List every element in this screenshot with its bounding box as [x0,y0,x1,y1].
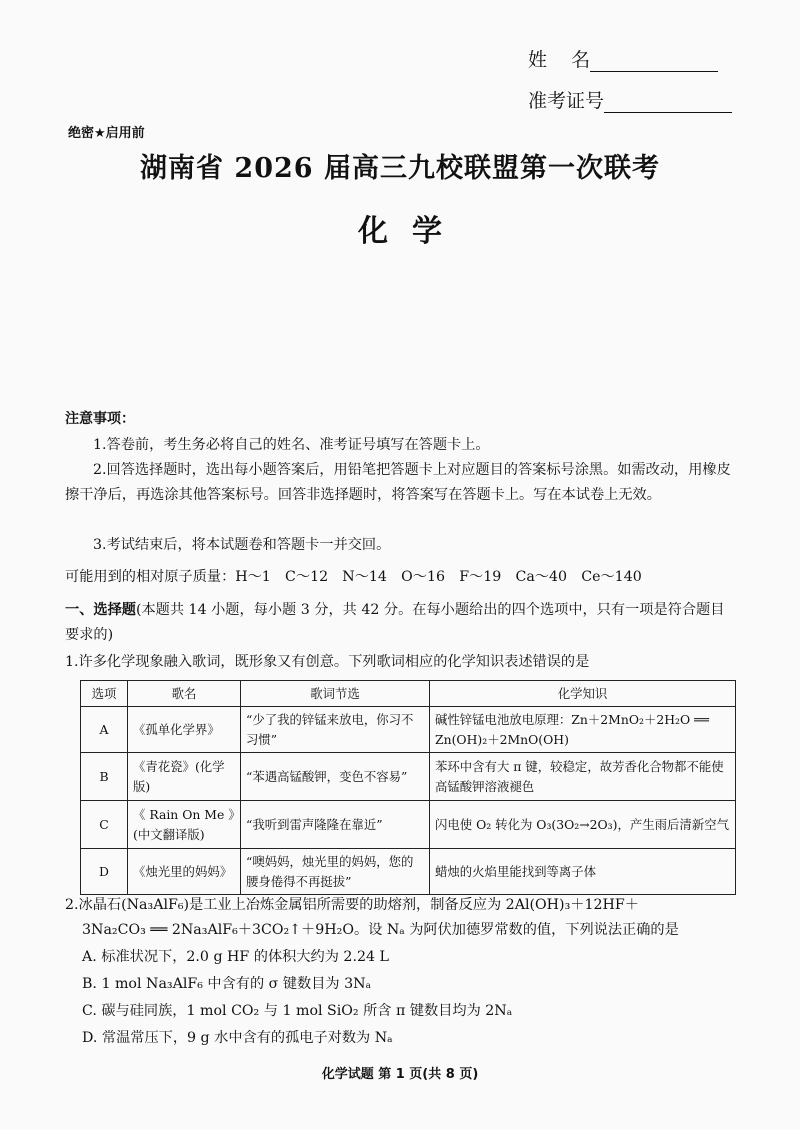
q2-option-c: C. 碳与硅同族，1 mol CO₂ 与 1 mol SiO₂ 所含 π 键数目均为 2Nₐ [82,1003,513,1019]
row-option: D [81,849,128,895]
page-footer: 化学试题 第 1 页(共 8 页) [321,1067,479,1082]
notice-heading: 注意事项： [65,411,135,427]
row-option: A [81,707,128,753]
name-blank[interactable] [590,49,718,72]
row-lyrics: “少了我的锌锰来放电，你习不习惯” [241,707,430,753]
q1-stem: 1.许多化学现象融入歌词，既形象又有创意。下列歌词相应的化学知识表述错误的是 [65,654,590,670]
exam-title: 湖南省 2026 届高三九校联盟第一次联考 [140,153,660,184]
header-song: 歌名 [128,681,241,707]
row-knowledge: 碱性锌锰电池放电原理：Zn＋2MnO₂＋2H₂O ══ Zn(OH)₂＋2MnO(OH) [430,707,736,753]
q2-stem-line1: 2.冰晶石(Na₃AlF₆)是工业上冶炼金属铝所需要的助熔剂，制备反应为 2Al(OH)₃＋12HF＋ [65,897,639,913]
row-lyrics: “噢妈妈，烛光里的妈妈，您的腰身倦得不再挺拔” [241,849,430,895]
atomic-masses: 可能用到的相对原子质量：H～1 C～12 N～14 O～16 F～19 Ca～40 Ce～140 [65,569,642,585]
row-lyrics: “苯遇高锰酸钾，变色不容易” [241,753,430,801]
notice-item-1: 1.答卷前，考生务必将自己的姓名、准考证号填写在答题卡上。 [93,437,490,453]
exam-id-blank[interactable] [604,90,732,113]
secret-mark: 绝密★启用前 [68,126,145,141]
row-song: 《青花瓷》(化学版) [128,753,241,801]
row-knowledge: 蜡烛的火焰里能找到等离子体 [430,849,736,895]
row-option: B [81,753,128,801]
table-row [81,753,736,801]
row-option: C [81,801,128,849]
row-song: 《烛光里的妈妈》 [128,849,241,895]
row-song: 《 Rain On Me 》(中文翻译版) [128,801,241,849]
table-row [81,707,736,753]
exam-id-label: 准考证号 [528,90,605,112]
header-option: 选项 [81,681,128,707]
section1-desc: (本题共 14 小题，每小题 3 分，共 42 分。在每小题给出的四个选项中，只有一项是符合题目要求的) [65,602,725,643]
subject-title: 化学 [358,214,466,249]
section1-heading: 一、选择题 [65,602,136,618]
row-song: 《孤单化学界》 [128,707,241,753]
notice-item-2: 2.回答选择题时，选出每小题答案后，用铅笔把答题卡上对应题目的答案标号涂黑。如需改动，用橡皮擦干净后，再选涂其他答案标号。回答非选择题时，将答案写在答题卡上。写在本试卷上无效。 [65,462,731,503]
table-header-row [81,681,736,707]
table-row [81,801,736,849]
header-knowledge: 化学知识 [430,681,736,707]
section1-heading-block [65,598,737,648]
row-knowledge: 苯环中含有大 π 键，较稳定，故芳香化合物都不能使高锰酸钾溶液褪色 [430,753,736,801]
name-field[interactable] [528,45,718,72]
q2-option-a: A. 标准状况下，2.0 g HF 的体积大约为 2.24 L [82,949,389,965]
row-knowledge: 闪电使 O₂ 转化为 O₃(3O₂→2O₃)，产生雨后清新空气 [430,801,736,849]
q2-option-b: B. 1 mol Na₃AlF₆ 中含有的 σ 键数目为 3Nₐ [82,976,372,992]
notice-item-3: 3.考试结束后，将本试题卷和答题卡一并交回。 [93,537,391,553]
table-row [81,849,736,895]
header-lyrics: 歌词节选 [241,681,430,707]
exam-id-field[interactable] [528,86,732,113]
q2-option-d: D. 常温常压下，9 g 水中含有的孤电子对数为 Nₐ [82,1030,393,1046]
q2-stem-line2: 3Na₂CO₃ ══ 2Na₃AlF₆＋3CO₂↑＋9H₂O。设 Nₐ 为阿伏加德罗常数的值，下列说法正确的是 [82,922,679,938]
name-label: 姓 名 [528,49,591,71]
row-lyrics: “我听到雷声隆隆在靠近” [241,801,430,849]
q1-table [80,680,736,895]
